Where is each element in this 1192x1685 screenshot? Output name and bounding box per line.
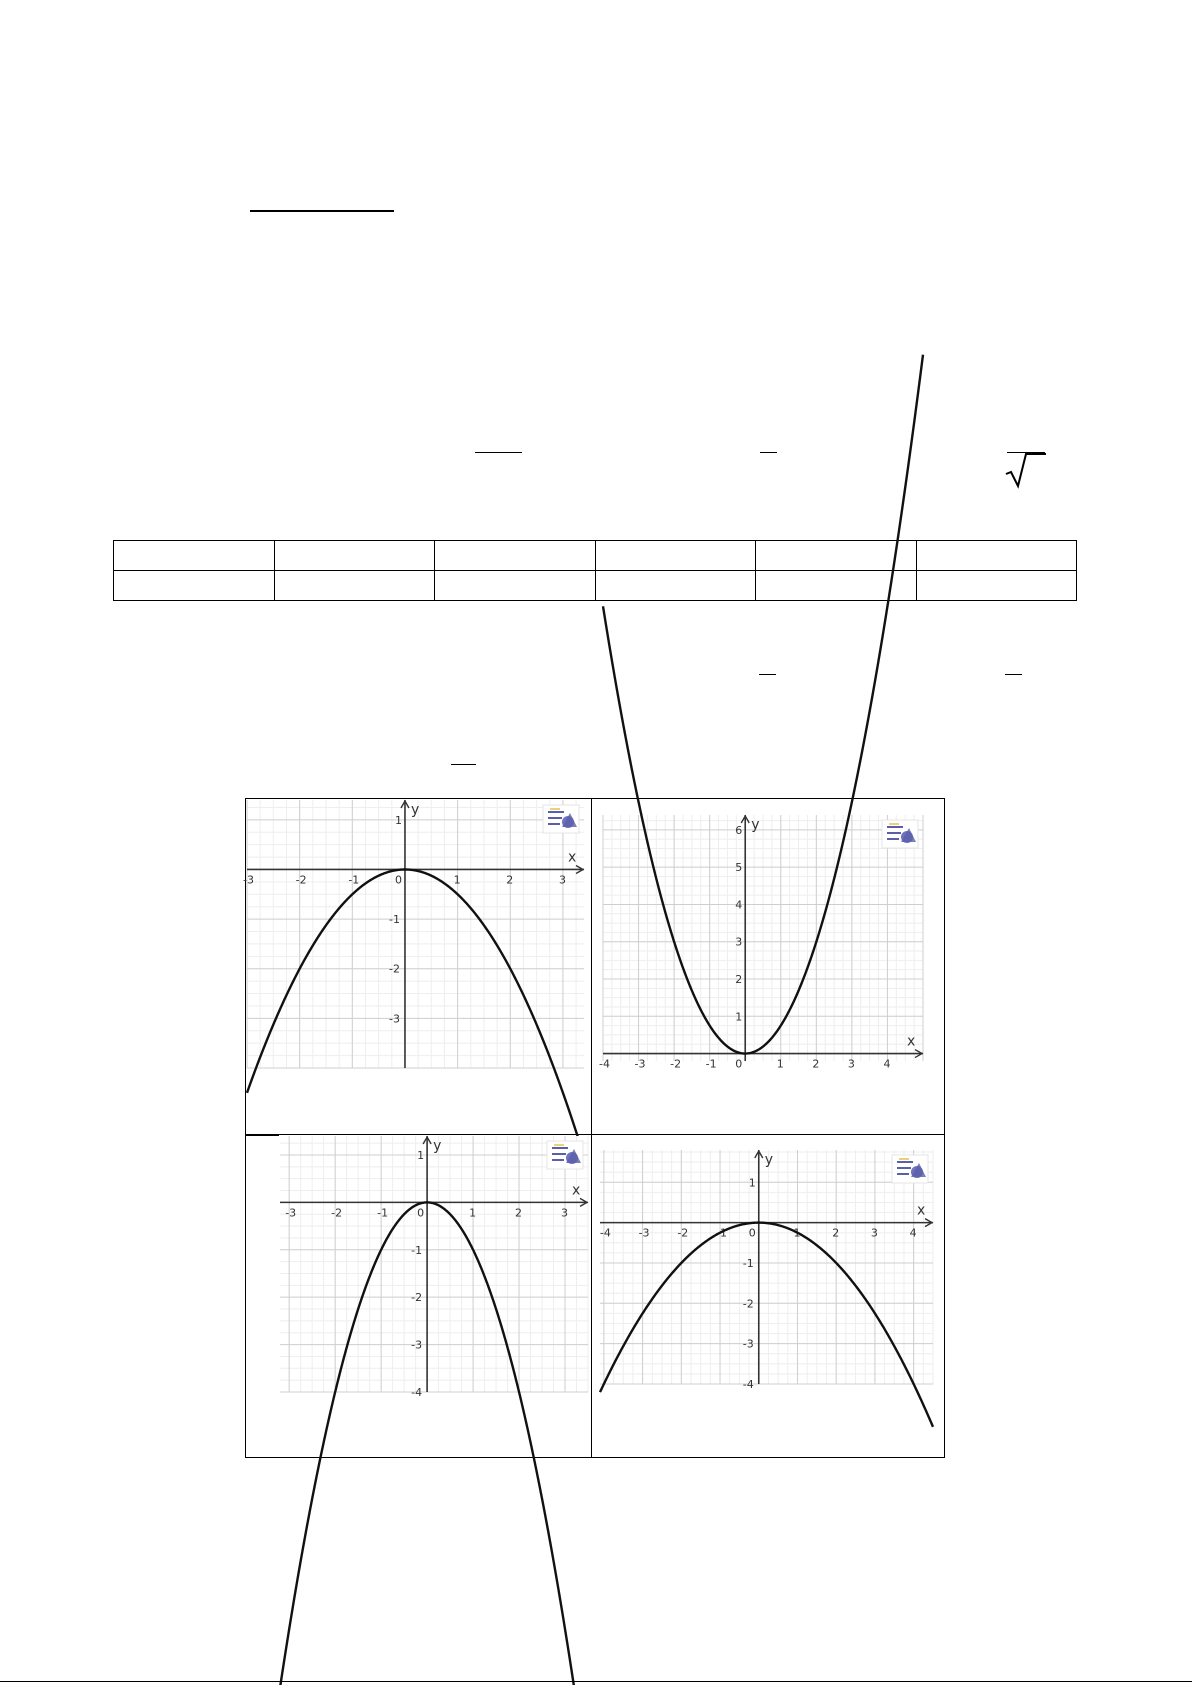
y-tick-label: 1 xyxy=(735,1010,743,1024)
fraction-bar-2 xyxy=(760,452,777,453)
y-tick-label: -4 xyxy=(411,1386,423,1399)
table-cell[interactable] xyxy=(114,541,275,571)
x-tick-label: 0 xyxy=(748,1226,756,1240)
y-tick-label: -2 xyxy=(742,1297,754,1311)
x-tick-label: -3 xyxy=(285,1206,297,1220)
fraction-bar-6 xyxy=(451,764,476,765)
x-tick-label: -2 xyxy=(677,1226,689,1240)
y-tick-label: 1 xyxy=(417,1148,425,1162)
x-tick-label: -2 xyxy=(331,1206,343,1220)
x-tick-label: 3 xyxy=(847,1057,855,1071)
y-tick-label: -2 xyxy=(388,962,400,976)
x-tick-label: 2 xyxy=(506,873,514,887)
y-axis-label: y xyxy=(751,817,760,833)
fraction-bar-5 xyxy=(1005,674,1022,675)
x-tick-label: 1 xyxy=(793,1226,801,1240)
x-tick-label: 2 xyxy=(812,1057,820,1071)
graph-top-right xyxy=(599,815,923,1071)
x-axis-label: x xyxy=(568,849,577,866)
y-tick-label: 5 xyxy=(735,861,743,875)
table-row xyxy=(114,571,1077,601)
x-tick-label: 3 xyxy=(870,1226,878,1240)
x-tick-label: 3 xyxy=(561,1206,569,1220)
table-row xyxy=(114,541,1077,571)
table-cell[interactable] xyxy=(916,541,1077,571)
x-tick-label: 4 xyxy=(883,1057,891,1071)
table-cell[interactable] xyxy=(435,541,596,571)
y-tick-label: -2 xyxy=(411,1291,423,1305)
x-tick-label: 1 xyxy=(776,1057,784,1071)
x-tick-label: -2 xyxy=(295,873,307,887)
heading-underline xyxy=(250,210,394,212)
table-cell[interactable] xyxy=(114,571,275,601)
x-tick-label: -3 xyxy=(638,1226,650,1240)
fraction-bar-1 xyxy=(475,452,522,453)
x-tick-label: 2 xyxy=(515,1206,523,1220)
x-axis-label: x xyxy=(917,1202,926,1219)
graph-grid-horizontal-divider xyxy=(245,1134,945,1135)
blank-table xyxy=(113,540,1077,601)
x-tick-label: 1 xyxy=(469,1206,477,1220)
table-cell[interactable] xyxy=(274,541,435,571)
graph-grid-stub-line xyxy=(245,1134,279,1136)
y-axis-label: y xyxy=(433,1138,442,1154)
x-tick-label: -1 xyxy=(705,1057,717,1071)
y-tick-label: 3 xyxy=(735,935,743,949)
graph-top-left xyxy=(243,800,584,1068)
table-cell[interactable] xyxy=(435,571,596,601)
table-cell[interactable] xyxy=(756,541,917,571)
x-tick-label: -2 xyxy=(670,1057,682,1071)
x-tick-label: -3 xyxy=(634,1057,646,1071)
y-tick-label: 1 xyxy=(748,1176,756,1190)
table-cell[interactable] xyxy=(595,571,756,601)
x-tick-label: 3 xyxy=(558,873,566,887)
x-tick-label: 4 xyxy=(909,1226,917,1240)
x-tick-label: -1 xyxy=(377,1206,389,1220)
y-tick-label: -4 xyxy=(742,1378,754,1391)
x-tick-label: -4 xyxy=(599,1226,611,1240)
x-tick-label: -1 xyxy=(716,1226,728,1240)
x-tick-label: 2 xyxy=(832,1226,840,1240)
square-root-symbol xyxy=(1006,452,1046,488)
graph-bottom-right xyxy=(599,1150,933,1391)
graph-bottom-left xyxy=(280,1136,588,1399)
y-axis-label: y xyxy=(764,1152,774,1168)
x-tick-label: 0 xyxy=(417,1206,425,1220)
y-tick-label: -3 xyxy=(388,1012,400,1026)
x-tick-label: -3 xyxy=(243,873,254,887)
y-tick-label: 4 xyxy=(735,898,743,912)
geogebra-menu-icon[interactable] xyxy=(543,805,579,833)
x-axis-label: x xyxy=(572,1182,581,1199)
geogebra-menu-icon[interactable] xyxy=(892,1155,928,1183)
table-cell[interactable] xyxy=(274,571,435,601)
y-tick-label: 1 xyxy=(394,813,402,827)
y-tick-label: -1 xyxy=(411,1243,423,1257)
page-bottom-rule xyxy=(0,1681,1192,1682)
y-tick-label: 2 xyxy=(735,973,743,986)
geogebra-menu-icon[interactable] xyxy=(547,1141,583,1169)
y-axis-label: y xyxy=(410,802,420,818)
x-tick-label: 0 xyxy=(735,1057,743,1071)
x-tick-label: 1 xyxy=(453,873,461,887)
x-axis-label: x xyxy=(907,1033,916,1050)
fraction-bar-4 xyxy=(759,674,776,675)
y-tick-label: -1 xyxy=(742,1256,754,1270)
table-cell[interactable] xyxy=(595,541,756,571)
y-tick-label: -3 xyxy=(742,1337,754,1351)
x-tick-label: 0 xyxy=(394,873,402,887)
y-tick-label: -3 xyxy=(411,1338,423,1352)
y-tick-label: 6 xyxy=(735,823,743,837)
geogebra-menu-icon[interactable] xyxy=(882,820,918,848)
table-cell[interactable] xyxy=(916,571,1077,601)
y-tick-label: -1 xyxy=(388,913,400,927)
x-tick-label: -4 xyxy=(599,1057,610,1071)
x-tick-label: -1 xyxy=(348,873,360,887)
graph-grid-vertical-divider xyxy=(591,798,592,1458)
